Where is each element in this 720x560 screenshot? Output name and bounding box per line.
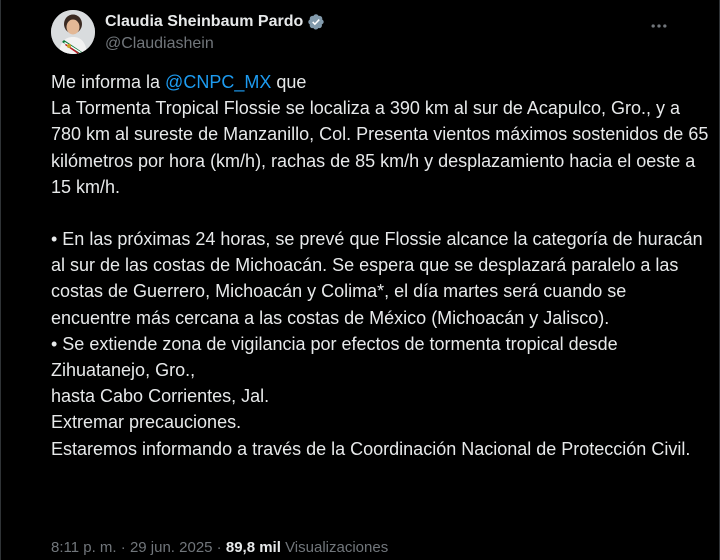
mention-link[interactable]: @CNPC_MX bbox=[165, 72, 272, 92]
tweet-time[interactable]: 8:11 p. m. bbox=[51, 539, 117, 556]
meta-separator-2: · bbox=[212, 539, 226, 556]
tweet-intro bbox=[51, 69, 711, 95]
tweet-paragraph-1: La Tormenta Tropical Flossie se localiza a 390 km al sur de Acapulco, Gro., y a 780 km al sureste de Manzanillo, Col. Presenta vientos máximos sostenidos de 65 kilómetros por hora (km/h), rachas de 85 km/h y desplazamiento hacia el oeste a 15 km/h. bbox=[51, 98, 709, 197]
views-count[interactable]: 89,8 mil bbox=[225, 539, 281, 556]
tweet-line-extremar: Extremar precauciones. bbox=[51, 412, 242, 433]
tweet-meta bbox=[51, 539, 388, 556]
tweet-bullet-2-line-1: • Se extiende zona de vigilancia por efectos de tormenta tropical desde Zihuatanejo, Gro., bbox=[51, 333, 618, 381]
display-name[interactable]: Claudia Sheinbaum Pardo bbox=[105, 13, 304, 30]
tweet-header bbox=[51, 10, 701, 56]
intro-prefix: Me informa la bbox=[51, 72, 166, 92]
more-options-icon[interactable] bbox=[647, 14, 671, 38]
avatar[interactable] bbox=[51, 10, 95, 54]
paragraph-gap bbox=[51, 200, 711, 226]
tweet-bullet-1: • En las próximas 24 horas, se prevé que Flossie alcance la categoría de huracán al sur de las costas de Michoacán. Se espera que se desplazará paralelo a las costas de Guerrero, Michoacán y Colima*, el día martes será cuando se encuentre más cercana a las costas de México (Michoacán y Jalisco). bbox=[51, 229, 703, 328]
portrait-avatar-icon bbox=[51, 10, 95, 54]
intro-suffix: que bbox=[271, 72, 307, 92]
tweet-text bbox=[51, 69, 711, 462]
tweet-date[interactable]: 29 jun. 2025 bbox=[129, 539, 213, 556]
verified-badge-icon[interactable] bbox=[307, 13, 325, 31]
meta-separator: · bbox=[116, 539, 130, 556]
author-handle[interactable]: @Claudiashein bbox=[105, 35, 214, 52]
tweet-line-estaremos: Estaremos informando a través de la Coordinación Nacional de Protección Civil. bbox=[51, 438, 691, 459]
display-name-row bbox=[105, 12, 325, 32]
views-label: Visualizaciones bbox=[280, 539, 389, 556]
tweet-bullet-2-line-2: hasta Cabo Corrientes, Jal. bbox=[51, 386, 270, 407]
author-names bbox=[105, 12, 325, 53]
